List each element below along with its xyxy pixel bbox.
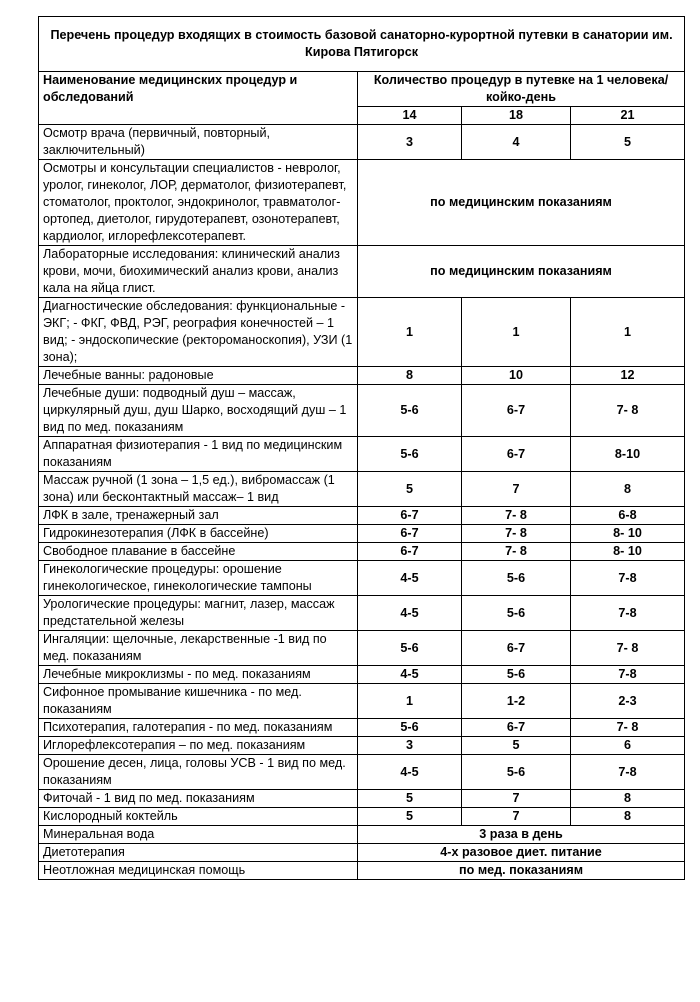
procedure-name: Кислородный коктейль: [39, 808, 358, 826]
procedures-table: [38, 16, 685, 880]
table-row: [39, 826, 685, 844]
table-row: [39, 437, 685, 472]
procedure-name: Лечебные души: подводный душ – массаж, циркулярный душ, душ Шарко, восходящий душ – 1 вид по мед. показаниям: [39, 385, 358, 437]
table-row: [39, 561, 685, 596]
table-row: [39, 790, 685, 808]
procedure-count-14: 6-7: [358, 543, 462, 561]
procedure-count-21: 1: [571, 298, 685, 367]
procedure-count-14: 1: [358, 298, 462, 367]
procedure-count-21: 6: [571, 737, 685, 755]
procedure-count-18: 10: [462, 367, 571, 385]
procedure-count-18: 7- 8: [462, 525, 571, 543]
procedure-count-14: 6-7: [358, 507, 462, 525]
procedure-name: Ингаляции: щелочные, лекарственные -1 вид по мед. показаниям: [39, 631, 358, 666]
procedure-count-21: 8-10: [571, 437, 685, 472]
table-row: [39, 125, 685, 160]
procedure-count-18: 5-6: [462, 561, 571, 596]
procedure-count-18: 7: [462, 808, 571, 826]
procedure-count-14: 4-5: [358, 596, 462, 631]
procedure-count-14: 5-6: [358, 437, 462, 472]
table-row: [39, 862, 685, 880]
header-name-col: Наименование медицинских процедур и обследований: [39, 72, 358, 125]
procedure-count-21: 8: [571, 808, 685, 826]
procedure-name: Аппаратная физиотерапия - 1 вид по медицинским показаниям: [39, 437, 358, 472]
procedure-name: Неотложная медицинская помощь: [39, 862, 358, 880]
procedure-count-14: 5: [358, 790, 462, 808]
procedure-count-18: 6-7: [462, 631, 571, 666]
procedure-name: Гинекологические процедуры: орошение гинекологическое, гинекологические тампоны: [39, 561, 358, 596]
table-row: [39, 737, 685, 755]
procedure-count-14: 3: [358, 125, 462, 160]
procedure-count-14: 1: [358, 684, 462, 719]
procedure-count-all: 4-х разовое диет. питание: [358, 844, 685, 862]
table-row: [39, 507, 685, 525]
procedure-count-all: по медицинским показаниям: [358, 160, 685, 246]
procedure-count-14: 5-6: [358, 385, 462, 437]
table-row: [39, 367, 685, 385]
table-row: [39, 755, 685, 790]
procedure-count-21: 7-8: [571, 755, 685, 790]
procedure-count-14: 4-5: [358, 666, 462, 684]
header-row: [39, 72, 685, 107]
table-row: [39, 160, 685, 246]
procedure-name: Массаж ручной (1 зона – 1,5 ед.), вибромассаж (1 зона) или бесконтактный массаж– 1 вид: [39, 472, 358, 507]
procedure-count-14: 5: [358, 808, 462, 826]
procedure-count-18: 5: [462, 737, 571, 755]
procedure-count-18: 1-2: [462, 684, 571, 719]
table-row: [39, 596, 685, 631]
procedure-name: Лабораторные исследования: клинический анализ крови, мочи, биохимический анализ крови, анализ кала на яйца глист.: [39, 246, 358, 298]
table-row: [39, 844, 685, 862]
procedure-name: Минеральная вода: [39, 826, 358, 844]
procedure-count-14: 5: [358, 472, 462, 507]
procedure-count-18: 5-6: [462, 755, 571, 790]
procedure-count-14: 4-5: [358, 755, 462, 790]
procedure-count-all: 3 раза в день: [358, 826, 685, 844]
procedure-count-18: 7- 8: [462, 507, 571, 525]
procedure-count-21: 7- 8: [571, 385, 685, 437]
procedure-name: Сифонное промывание кишечника - по мед. показаниям: [39, 684, 358, 719]
procedure-count-21: 7- 8: [571, 631, 685, 666]
procedure-count-21: 12: [571, 367, 685, 385]
header-day-14: 14: [358, 107, 462, 125]
procedure-count-21: 8- 10: [571, 525, 685, 543]
header-day-18: 18: [462, 107, 571, 125]
procedure-count-21: 7- 8: [571, 719, 685, 737]
procedure-count-18: 5-6: [462, 666, 571, 684]
procedure-count-18: 6-7: [462, 719, 571, 737]
procedure-count-21: 7-8: [571, 561, 685, 596]
table-row: [39, 719, 685, 737]
procedure-count-21: 8: [571, 472, 685, 507]
procedure-name: Урологические процедуры: магнит, лазер, массаж предстательной железы: [39, 596, 358, 631]
procedure-name: Диагностические обследования: функциональные - ЭКГ; - ФКГ, ФВД, РЭГ, реография конечностей – 1 вид; - эндоскопические (ректороманоскопия), УЗИ (1 зона);: [39, 298, 358, 367]
procedure-count-18: 6-7: [462, 385, 571, 437]
procedure-count-14: 5-6: [358, 719, 462, 737]
procedure-count-14: 3: [358, 737, 462, 755]
procedure-name: Фиточай - 1 вид по мед. показаниям: [39, 790, 358, 808]
procedure-count-all: по медицинским показаниям: [358, 246, 685, 298]
procedure-count-21: 8: [571, 790, 685, 808]
procedure-count-14: 4-5: [358, 561, 462, 596]
procedure-count-21: 7-8: [571, 666, 685, 684]
procedure-count-18: 5-6: [462, 596, 571, 631]
table-row: [39, 472, 685, 507]
procedure-name: Свободное плавание в бассейне: [39, 543, 358, 561]
header-day-21: 21: [571, 107, 685, 125]
table-row: [39, 543, 685, 561]
procedure-count-21: 6-8: [571, 507, 685, 525]
procedure-name: Лечебные ванны: радоновые: [39, 367, 358, 385]
procedure-count-all: по мед. показаниям: [358, 862, 685, 880]
procedure-count-21: 5: [571, 125, 685, 160]
procedure-count-21: 7-8: [571, 596, 685, 631]
procedure-name: ЛФК в зале, тренажерный зал: [39, 507, 358, 525]
table-title: Перечень процедур входящих в стоимость базовой санаторно-курортной путевки в санатории им. Кирова Пятигорск: [39, 17, 685, 72]
procedure-name: Иглорефлексотерапия – по мед. показаниям: [39, 737, 358, 755]
table-row: [39, 298, 685, 367]
table-row: [39, 808, 685, 826]
procedure-name: Орошение десен, лица, головы УСВ - 1 вид по мед. показаниям: [39, 755, 358, 790]
procedure-name: Диетотерапия: [39, 844, 358, 862]
procedure-count-14: 8: [358, 367, 462, 385]
table-row: [39, 385, 685, 437]
procedure-count-14: 6-7: [358, 525, 462, 543]
procedures-document: [38, 16, 684, 880]
procedure-name: Гидрокинезотерапия (ЛФК в бассейне): [39, 525, 358, 543]
procedure-count-18: 7: [462, 790, 571, 808]
procedure-count-21: 8- 10: [571, 543, 685, 561]
procedure-count-21: 2-3: [571, 684, 685, 719]
procedure-count-14: 5-6: [358, 631, 462, 666]
procedure-name: Осмотр врача (первичный, повторный, заключительный): [39, 125, 358, 160]
procedure-name: Осмотры и консультации специалистов - невролог, уролог, гинеколог, ЛОР, дерматолог, физиотерапевт, стоматолог, проктолог, эндокринолог, травматолог-ортопед, диетолог, гирудотерапевт, озонотерапевт, кардиолог, иглорефлексотерапевт.: [39, 160, 358, 246]
procedure-name: Лечебные микроклизмы - по мед. показаниям: [39, 666, 358, 684]
procedure-count-18: 6-7: [462, 437, 571, 472]
table-row: [39, 525, 685, 543]
procedure-count-18: 4: [462, 125, 571, 160]
procedure-count-18: 7: [462, 472, 571, 507]
table-row: [39, 246, 685, 298]
header-count-col: Количество процедур в путевке на 1 человека/койко-день: [358, 72, 685, 107]
procedure-count-18: 1: [462, 298, 571, 367]
table-row: [39, 666, 685, 684]
procedure-name: Психотерапия, галотерапия - по мед. показаниям: [39, 719, 358, 737]
procedure-count-18: 7- 8: [462, 543, 571, 561]
title-row: [39, 17, 685, 72]
table-row: [39, 631, 685, 666]
table-row: [39, 684, 685, 719]
